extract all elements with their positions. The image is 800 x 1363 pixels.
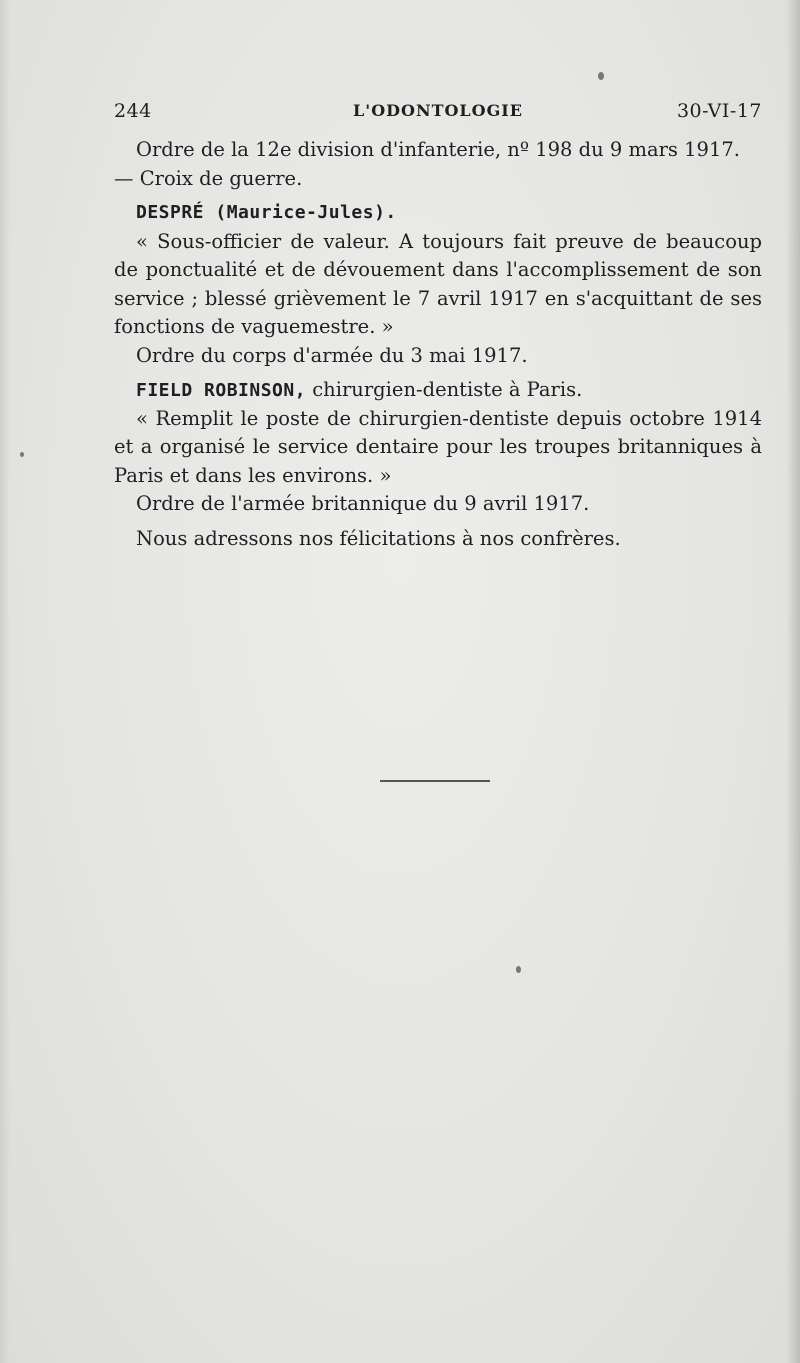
citation-line: de ponctualité et de dévouement dans l'accomplissement de son [114, 258, 762, 281]
citation-line: fonctions de vaguemestre. » [114, 315, 394, 338]
body-text [114, 136, 762, 553]
person-name-despre: DESPRÉ (Maurice-Jules). [136, 202, 397, 223]
citation-line: et a organisé le service dentaire pour les troupes britanniques à [114, 435, 762, 458]
citation-line: « Remplit le poste de chirurgien-dentiste depuis octobre 1914 [136, 406, 762, 430]
ink-speck [516, 966, 521, 973]
citation-line: « Sous-officier de valeur. A toujours fait preuve de beaucoup [136, 229, 762, 253]
closing-line: Nous adressons nos félicitations à nos confrères. [136, 526, 621, 550]
order-line: Ordre de l'armée britannique du 9 avril 1917. [136, 492, 590, 515]
citation-line: service ; blessé grièvement le 7 avril 1917 en s'acquittant de ses [114, 286, 762, 310]
order-line: Ordre du corps d'armée du 3 mai 1917. [136, 343, 528, 367]
section-divider [380, 780, 490, 782]
page-edge-left [0, 0, 10, 1363]
person-entry-field [114, 376, 762, 405]
citation-line: Paris et dans les environs. » [114, 463, 392, 487]
person-title-field: chirurgien-dentiste à Paris. [306, 378, 583, 401]
running-header [114, 100, 762, 130]
citation-line: — Croix de guerre. [114, 166, 303, 190]
person-name-field: FIELD ROBINSON, [136, 380, 307, 401]
journal-title: L'ODONTOLOGIE [353, 101, 523, 120]
ink-speck [598, 72, 604, 80]
issue-date: 30-VI-17 [676, 100, 762, 122]
ink-speck [20, 452, 24, 457]
citation-line: Ordre de la 12e division d'infanterie, nº 198 du 9 mars 1917. [136, 138, 740, 161]
page-edge-right [786, 0, 800, 1363]
page-number: 244 [114, 100, 152, 122]
